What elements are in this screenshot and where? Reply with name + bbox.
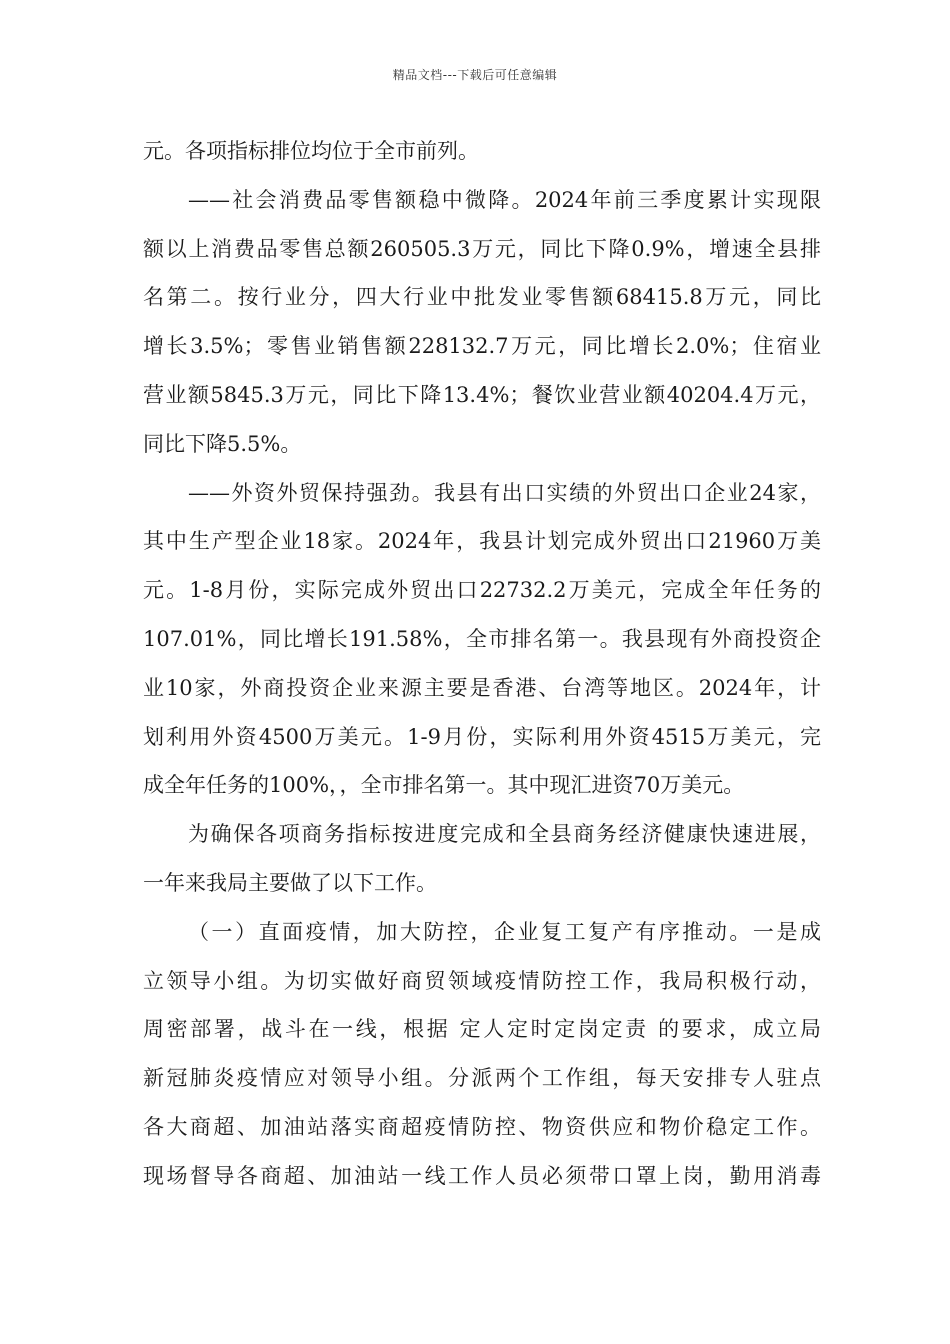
document-body	[143, 127, 821, 1201]
paragraph-line: 其中生产型企业18家。2024年，我县计划完成外贸出口21960万美	[143, 529, 821, 554]
paragraph-line: ——外资外贸保持强劲。我县有出口实绩的外贸出口企业24家，	[188, 480, 821, 505]
paragraph-line: 各大商超、加油站落实商超疫情防控、物资供应和物价稳定工作。	[143, 1114, 821, 1139]
paragraph-line: 元。各项指标排位均位于全市前列。	[143, 139, 479, 163]
paragraph-line: 名第二。按行业分，四大行业中批发业零售额68415.8万元，同比	[143, 285, 821, 310]
paragraph-line: 为确保各项商务指标按进度完成和全县商务经济健康快速进展，	[188, 822, 821, 847]
paragraph-line: 周密部署，战斗在一线，根据 定人定时定岗定责 的要求，成立局	[143, 1017, 821, 1042]
paragraph-line: 新冠肺炎疫情应对领导小组。分派两个工作组，每天安排专人驻点	[143, 1066, 821, 1091]
paragraph-line: 成全年任务的100%，，全市排名第一。其中现汇进资70万美元。	[143, 773, 745, 798]
paragraph-line: 107.01%，同比增长191.58%，全市排名第一。我县现有外商投资企	[143, 626, 821, 651]
page-header: 精品文档---下载后可任意编辑	[392, 68, 558, 82]
paragraph-line: 额以上消费品零售总额260505.3万元，同比下降0.9%，增速全县排	[143, 236, 821, 261]
paragraph-line: （一）直面疫情，加大防控，企业复工复产有序推动。一是成	[188, 919, 821, 944]
paragraph-line: 现场督导各商超、加油站一线工作人员必须带口罩上岗，勤用消毒	[143, 1163, 821, 1188]
paragraph-line: 元。1-8月份，实际完成外贸出口22732.2万美元，完成全年任务的	[143, 578, 821, 603]
paragraph-line: ——社会消费品零售额稳中微降。2024年前三季度累计实现限	[188, 187, 821, 212]
paragraph-line: 同比下降5.5%。	[143, 431, 302, 456]
paragraph-line: 划利用外资4500万美元。1-9月份，实际利用外资4515万美元，完	[143, 724, 821, 749]
paragraph-line: 一年来我局主要做了以下工作。	[143, 870, 437, 895]
paragraph-line: 立领导小组。为切实做好商贸领域疫情防控工作，我局积极行动，	[143, 968, 821, 993]
paragraph-line: 业10家，外商投资企业来源主要是香港、台湾等地区。2024年，计	[143, 675, 821, 700]
paragraph-line: 增长3.5%；零售业销售额228132.7万元，同比增长2.0%；住宿业	[143, 334, 821, 359]
paragraph-line: 营业额5845.3万元，同比下降13.4%；餐饮业营业额40204.4万元，	[143, 382, 821, 407]
